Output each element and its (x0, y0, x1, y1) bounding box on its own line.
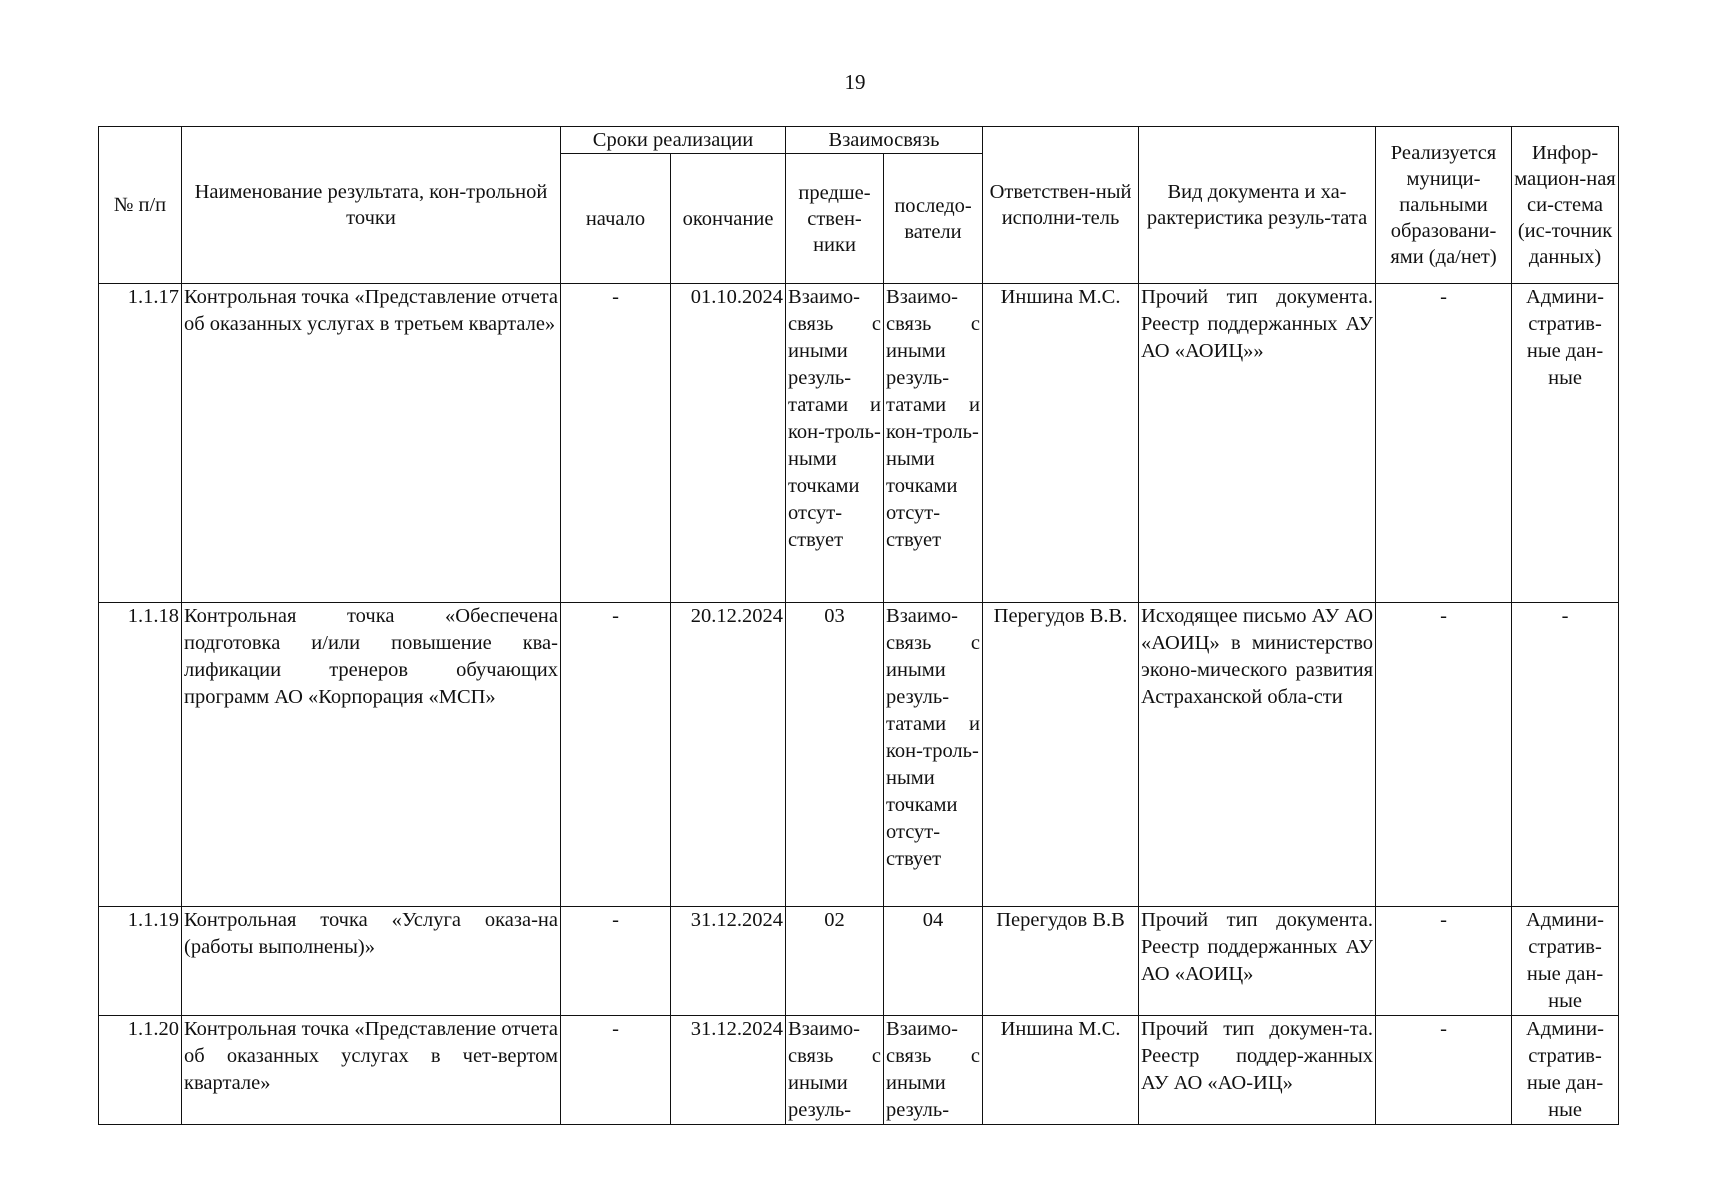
row-doc-type: Прочий тип документа. Реестр поддержанных АУ АО «АОИЦ»» (1139, 284, 1376, 603)
row-predecessors: 03 (786, 603, 884, 907)
row-end: 01.10.2024 (671, 284, 786, 603)
row-predecessors: 02 (786, 907, 884, 1016)
row-info-system: Админи-стратив-ные дан-ные (1512, 1016, 1619, 1125)
header-doc-type: Вид документа и ха-рактеристика резуль-тата (1139, 127, 1376, 284)
header-terms-group: Сроки реализации (561, 127, 786, 154)
header-successors: последо-ватели (884, 154, 983, 284)
row-successors: Взаимо-связь с иными резуль-татами и кон-троль-ными точками отсут-ствует (884, 284, 983, 603)
header-row-top (99, 127, 1619, 154)
header-link-group: Взаимосвязь (786, 127, 983, 154)
row-end: 31.12.2024 (671, 1016, 786, 1125)
table-row (99, 1016, 1619, 1125)
row-successors: 04 (884, 907, 983, 1016)
table-row (99, 603, 1619, 907)
row-doc-type: Прочий тип докумен-та. Реестр поддер-жанных АУ АО «АО-ИЦ» (1139, 1016, 1376, 1125)
control-points-table (98, 126, 1619, 1125)
row-name: Контрольная точка «Представление отчета об оказанных услугах в чет-вертом квартале» (182, 1016, 561, 1125)
row-start: - (561, 284, 671, 603)
row-info-system: Админи-стратив-ные дан-ные (1512, 284, 1619, 603)
row-responsible: Перегудов В.В (983, 907, 1139, 1016)
page-number: 19 (844, 70, 866, 94)
row-num: 1.1.19 (99, 907, 182, 1016)
row-name: Контрольная точка «Услуга оказа-на (работы выполнены)» (182, 907, 561, 1016)
header-responsible: Ответствен-ный исполни-тель (983, 127, 1139, 284)
row-successors: Взаимо-связь с иными резуль- (884, 1016, 983, 1125)
table-row (99, 284, 1619, 603)
row-num: 1.1.20 (99, 1016, 182, 1125)
header-info-system: Инфор-мацион-ная си-стема (ис-точник данных) (1512, 127, 1619, 284)
row-end: 20.12.2024 (671, 603, 786, 907)
header-municipal: Реализуется муници-пальными образовани-ями (да/нет) (1376, 127, 1512, 284)
row-end: 31.12.2024 (671, 907, 786, 1016)
row-municipal: - (1376, 603, 1512, 907)
header-start: начало (561, 154, 671, 284)
row-start: - (561, 1016, 671, 1125)
row-doc-type: Прочий тип документа. Реестр поддержанных АУ АО «АОИЦ» (1139, 907, 1376, 1016)
row-municipal: - (1376, 907, 1512, 1016)
header-name: Наименование результата, кон-трольной точки (182, 127, 561, 284)
row-name: Контрольная точка «Обеспечена подготовка и/или повышение ква-лификации тренеров обучающих программ АО «Корпорация «МСП» (182, 603, 561, 907)
header-num: № п/п (99, 127, 182, 284)
row-municipal: - (1376, 1016, 1512, 1125)
row-responsible: Перегудов В.В. (983, 603, 1139, 907)
row-info-system: Админи-стратив-ные дан-ные (1512, 907, 1619, 1016)
row-responsible: Иншина М.С. (983, 1016, 1139, 1125)
row-name: Контрольная точка «Представление отчета об оказанных услугах в третьем квартале» (182, 284, 561, 603)
row-num: 1.1.17 (99, 284, 182, 603)
row-doc-type: Исходящее письмо АУ АО «АОИЦ» в министерство эконо-мического развития Астраханской обла-сти (1139, 603, 1376, 907)
row-start: - (561, 603, 671, 907)
row-successors: Взаимо-связь с иными резуль-татами и кон-троль-ными точками отсут-ствует (884, 603, 983, 907)
row-info-system: - (1512, 603, 1619, 907)
row-num: 1.1.18 (99, 603, 182, 907)
header-predecessors: предше-ствен-ники (786, 154, 884, 284)
row-municipal: - (1376, 284, 1512, 603)
row-predecessors: Взаимо-связь с иными резуль-татами и кон-троль-ными точками отсут-ствует (786, 284, 884, 603)
table-row (99, 907, 1619, 1016)
header-end: окончание (671, 154, 786, 284)
row-responsible: Иншина М.С. (983, 284, 1139, 603)
row-predecessors: Взаимо-связь с иными резуль- (786, 1016, 884, 1125)
row-start: - (561, 907, 671, 1016)
